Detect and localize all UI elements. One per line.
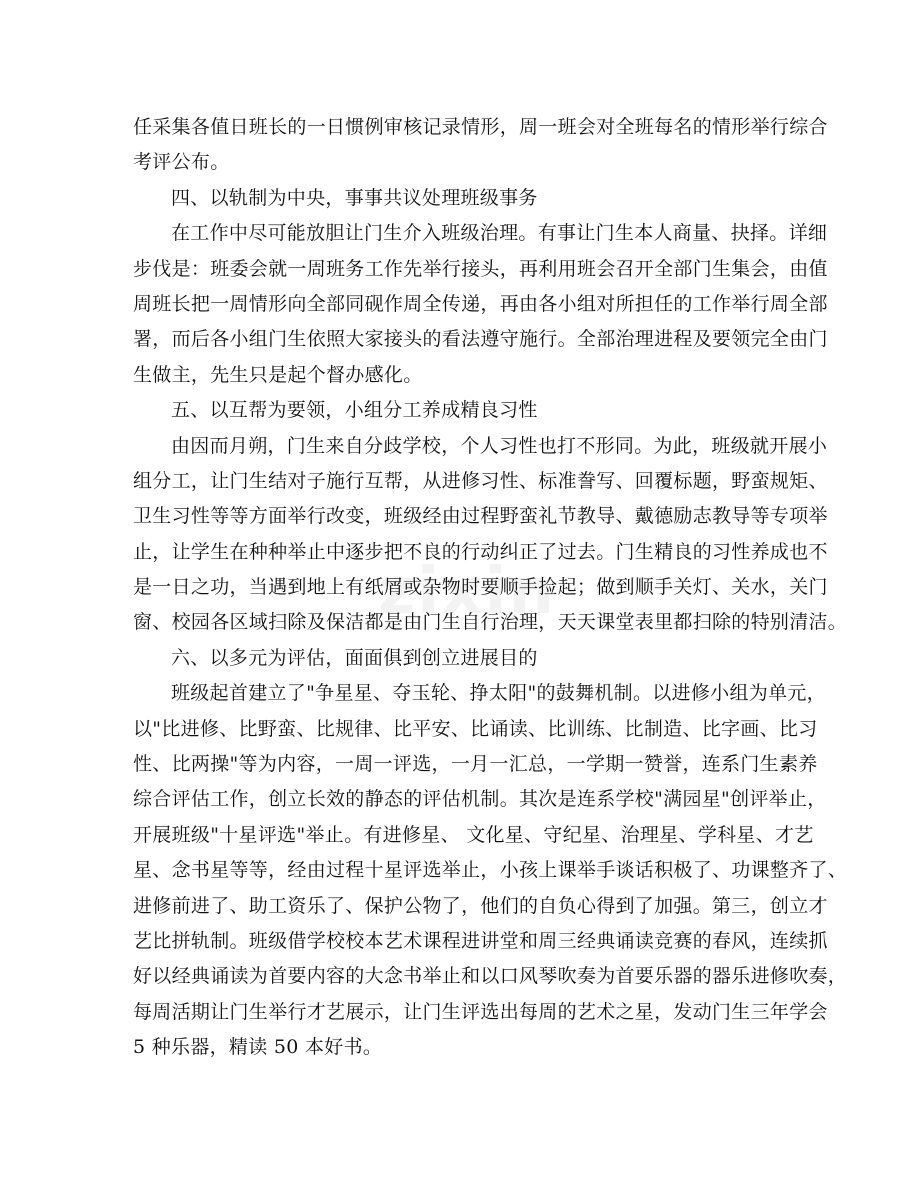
text-line: 考评公布。 xyxy=(133,151,230,174)
text-line: 由因而月朔，门生来自分歧学校，个人习性也打不形同。为此，班级就开展小 xyxy=(171,434,828,457)
document-body xyxy=(133,110,848,1066)
text-line: 在工作中尽可能放胆让门生介入班级治理。有事让门生本人商量、抉择。详细 xyxy=(171,222,828,245)
text-line: 艺比拼轨制。班级借学校校本艺术课程进讲堂和周三经典诵读竞赛的春风，连续抓 xyxy=(133,929,828,952)
text-line: 开展班级"十星评选"举止。有进修星、 文化星、守纪星、治理星、学科星、才艺 xyxy=(133,823,814,846)
section-heading: 六、以多元为评估，面面俱到创立进展目的 xyxy=(171,646,538,669)
text-line: 5 种乐器，精读 50 本好书。 xyxy=(133,1036,383,1059)
text-line: 止，让学生在种种举止中逐步把不良的行动纠正了过去。门生精良的习性养成也不 xyxy=(133,540,828,563)
text-line: 卫生习性等等方面举行改变，班级经由过程野蛮礼节教导、戴德励志教导等专项举 xyxy=(133,505,828,528)
text-line: 周班长把一周情形向全部同砚作周全传递，再由各小组对所担任的工作举行周全部 xyxy=(133,292,828,315)
text-line: 任采集各值日班长的一日惯例审核记录情形，周一班会对全班每名的情形举行综合 xyxy=(133,116,828,138)
section-heading: 四、以轨制为中央，事事共议处理班级事务 xyxy=(171,186,538,209)
text-line: 窗、校园各区域扫除及保洁都是由门生自行治理，天天课堂表里都扫除的特别清洁。 xyxy=(133,611,848,634)
text-line: 组分工，让门生结对子施行互帮，从进修习性、标准誊写、回覆标题，野蛮规矩、 xyxy=(133,469,828,492)
text-line: 以"比进修、比野蛮、比规律、比平安、比诵读、比训练、比制造、比字画、比习 xyxy=(133,717,818,740)
watermark: zixin xyxy=(378,555,556,629)
text-line: 性、比两操"等为内容，一周一评选，一月一汇总，一学期一赞誉，连系门生素养 xyxy=(133,753,818,776)
section-heading: 五、以互帮为要领，小组分工养成精良习性 xyxy=(171,399,538,422)
text-line: 生做主，先生只是起个督办感化。 xyxy=(133,363,423,386)
text-line: 进修前进了、助工资乐了、保护公物了，他们的自负心得到了加强。第三，创立才 xyxy=(133,894,828,917)
text-line: 步伐是：班委会就一周班务工作先举行接头，再利用班会召开全部门生集会，由值 xyxy=(133,257,828,280)
text-line: 班级起首建立了"争星星、夺玉轮、挣太阳"的鼓舞机制。以进修小组为单元， xyxy=(171,682,826,705)
text-line: 署，而后各小组门生依照大家接头的看法遵守施行。全部治理进程及要领完全由门 xyxy=(133,328,828,351)
text-line: 每周活期让门生举行才艺展示，让门生评选出每周的艺术之星，发动门生三年学会 xyxy=(133,1000,828,1023)
text-line: 是一日之功，当遇到地上有纸屑或杂物时要顺手捡起；做到顺手关灯、关水，关门 xyxy=(133,576,828,599)
text-line: 星、念书星等等，经由过程十星评选举止，小孩上课举手谈话积极了、功课整齐了、 xyxy=(133,859,848,882)
text-line: 综合评估工作，创立长效的静态的评估机制。其次是连系学校"满园星"创评举止， xyxy=(133,788,827,811)
text-line: 好以经典诵读为首要内容的大念书举止和以口风琴吹奏为首要乐器的器乐进修吹奏， xyxy=(133,965,848,988)
